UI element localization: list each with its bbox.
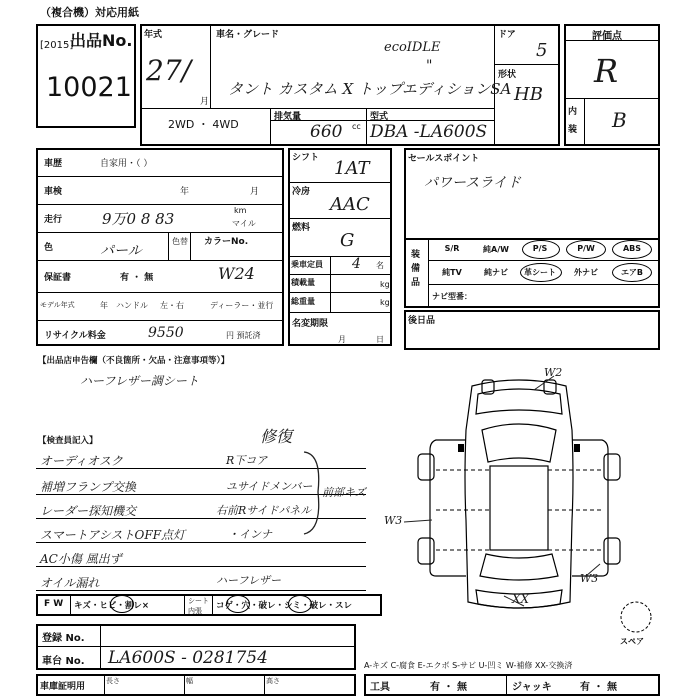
rename-day: 日 [376, 335, 384, 344]
interior-label-2: 装 [568, 125, 578, 135]
tools-value: 有 ・ 無 [430, 682, 467, 693]
name-value: タント カスタム X トップエディションSA [228, 80, 512, 98]
cert-width: 幅 [186, 677, 193, 685]
displacement-label: 排気量 [274, 112, 302, 122]
rename-label: 名変期限 [292, 319, 329, 329]
warranty-value: 有 ・ 無 [120, 273, 154, 283]
inspector-line-3: レーダー探知機交 [40, 504, 137, 518]
inspector-right-2: ユサイドメンバー [226, 480, 313, 493]
cert-length: 長さ [106, 677, 120, 685]
door-value: 5 [536, 40, 548, 61]
history-label: 車歴 [44, 159, 63, 169]
shape-label: 形状 [498, 70, 517, 80]
equip-pw: P/W [577, 244, 595, 253]
year-value: 27/ [146, 54, 192, 87]
capacity-unit: 名 [376, 261, 384, 270]
model-year-label: モデル年式 [40, 301, 75, 309]
inspector-right-1: R下コア [226, 454, 268, 467]
ac-label: 冷房 [292, 187, 311, 197]
inspector-line-4: スマートアシストOFF点灯 [40, 528, 186, 542]
rename-month: 月 [338, 335, 346, 344]
equip-tv: 純TV [442, 268, 462, 277]
car-diagram [374, 370, 664, 620]
bracket-note: 前部キズ [322, 486, 366, 499]
model-value: DBA -LA600S [370, 122, 488, 142]
fw-label: F W [44, 599, 64, 609]
capacity-value: 4 [352, 256, 361, 272]
note-w3-right: W3 [580, 572, 599, 585]
sales-value: パワースライド [424, 175, 521, 191]
history-value: 自家用・（ ） [100, 159, 153, 169]
cert-label: 車庫証明用 [40, 682, 86, 692]
fw-seat-sub: 内張 [188, 607, 202, 615]
handle-value: 左・右 [160, 301, 184, 310]
color-code-label: カラーNo. [204, 237, 249, 247]
cc-unit: cc [352, 122, 361, 131]
mileage-value: 9万0 8 83 [102, 210, 175, 228]
mileage-label: 走行 [44, 215, 63, 225]
spare-label: スペア [620, 637, 644, 646]
cert-height: 高さ [266, 677, 280, 685]
equip-ps: P/S [532, 244, 548, 253]
capacity-label: 乗車定員 [291, 260, 323, 269]
weight-unit: kg [380, 298, 390, 307]
inspector-line-1: オーディオスク [40, 454, 123, 468]
note-w2: W2 [544, 366, 563, 379]
note-xx: XX [512, 592, 530, 606]
handle-label: ハンドル [116, 301, 148, 310]
model-label: 型式 [370, 112, 389, 122]
name-label: 車名・グレード [216, 30, 280, 40]
report-label: 【出品店申告欄（不良箇所・欠品・注意事項等）】 [38, 356, 230, 366]
nav-model-label: ナビ型番： [432, 292, 472, 301]
tools-label: 工具 [370, 682, 390, 693]
lot-label: 出品No. [70, 31, 133, 50]
inspection-year: 年 [180, 187, 190, 197]
lot-box [36, 24, 136, 128]
form-title: （複合機）対応用紙 [40, 6, 139, 19]
load-label: 積載量 [291, 278, 315, 287]
weight-label: 総重量 [291, 297, 315, 306]
color-sub: 色替 [172, 237, 188, 246]
month-char: 月 [200, 97, 210, 107]
equip-sr: S/R [444, 244, 460, 253]
report-value: ハーフレザー調シート [80, 374, 199, 388]
sales-label: セールスポイント [408, 154, 480, 164]
inspector-line-5: AC小傷 風出ず [40, 552, 122, 566]
inspector-right-5: ハーフレザー [216, 574, 282, 587]
fuel-label: 燃料 [292, 223, 311, 233]
rear-label: 後日品 [408, 316, 436, 326]
jack-value: 有 ・ 無 [580, 682, 617, 693]
inspection-month: 月 [250, 187, 260, 197]
color-value: パール [100, 243, 142, 259]
inspection-label: 車検 [44, 187, 63, 197]
dealer-label: ディーラー・並行 [210, 301, 274, 310]
circle-yabure [288, 595, 312, 613]
jack-label: ジャッキ [512, 682, 552, 693]
warranty-label: 保証書 [44, 273, 72, 283]
year-label: 年式 [144, 30, 163, 40]
equip-navi: 純ナビ [484, 268, 508, 277]
equipment-label: 装備品 [411, 250, 421, 288]
recycle-value: 9550 [148, 325, 184, 341]
equip-airbag: エアB [620, 268, 644, 277]
interior-value: B [612, 108, 627, 132]
color-code-value: W24 [218, 264, 255, 283]
equip-abs: ABS [622, 244, 642, 253]
circle-airbag [612, 263, 652, 282]
equip-leather: 革シート [524, 268, 556, 277]
inspector-label: 【検査員記入】 [38, 436, 98, 446]
note-w3-left: W3 [384, 514, 403, 527]
mile-unit: マイル [232, 219, 256, 228]
equip-ext-navi: 外ナビ [574, 268, 598, 277]
inspector-line-2: 補増フランプ交換 [40, 480, 137, 494]
model-year-unit: 年 [100, 301, 108, 310]
circle-abs [612, 240, 652, 259]
drive-label: 2WD ・ 4WD [168, 118, 239, 131]
fuel-value: G [340, 230, 355, 251]
load-unit: kg [380, 280, 390, 289]
circle-hibi [110, 595, 134, 613]
inspector-right-4: ・インナ [228, 528, 272, 541]
circle-leather [520, 263, 562, 282]
recycle-unit: 円 預託済 [226, 331, 261, 340]
repair-note: 修復 [260, 427, 293, 446]
shift-label: シフト [292, 153, 320, 163]
fw-left-text: キズ・ヒビ・割レ× [74, 601, 149, 611]
recycle-label: リサイクル料金 [44, 331, 106, 341]
shape-value: HB [514, 84, 543, 105]
circle-koge [226, 595, 250, 613]
fw-right-text: コゲ・穴・破レ・シミ・破レ・スレ [216, 601, 353, 611]
circle-pw [566, 240, 606, 259]
fw-seat-label: シート [188, 597, 209, 605]
year-tag: [2015] [40, 40, 74, 51]
circle-ps [522, 240, 560, 259]
ditto-mark: " [426, 58, 433, 74]
door-label: ドア [498, 30, 516, 40]
chassis-value: LA600S - 0281754 [108, 648, 268, 668]
shift-value: 1AT [334, 158, 370, 179]
chassis-label: 車台 No. [42, 656, 85, 667]
inspector-line-6: オイル漏れ [40, 576, 100, 590]
eco-note: ecoIDLE [384, 40, 441, 55]
interior-label-1: 内 [568, 107, 578, 117]
rear-block [404, 310, 660, 350]
color-label: 色 [44, 243, 54, 253]
km-unit: km [234, 206, 247, 215]
spare-tire-icon [616, 600, 656, 634]
ac-value: AAC [330, 194, 370, 215]
displacement-value: 660 [310, 122, 343, 142]
reg-label: 登録 No. [42, 633, 85, 644]
history-block [36, 148, 284, 346]
lot-number: 10021 [46, 72, 132, 103]
inspector-right-3: 右前Rサイドパネル [216, 504, 312, 517]
equip-alloy: 純A/W [483, 245, 509, 254]
legend-text: A-キズ C-腐食 E-エクボ S-サビ U-凹ミ W-補修 XX-交換済 [364, 661, 573, 670]
grade-label: 評価点 [592, 31, 622, 42]
grade-value: R [594, 52, 619, 90]
